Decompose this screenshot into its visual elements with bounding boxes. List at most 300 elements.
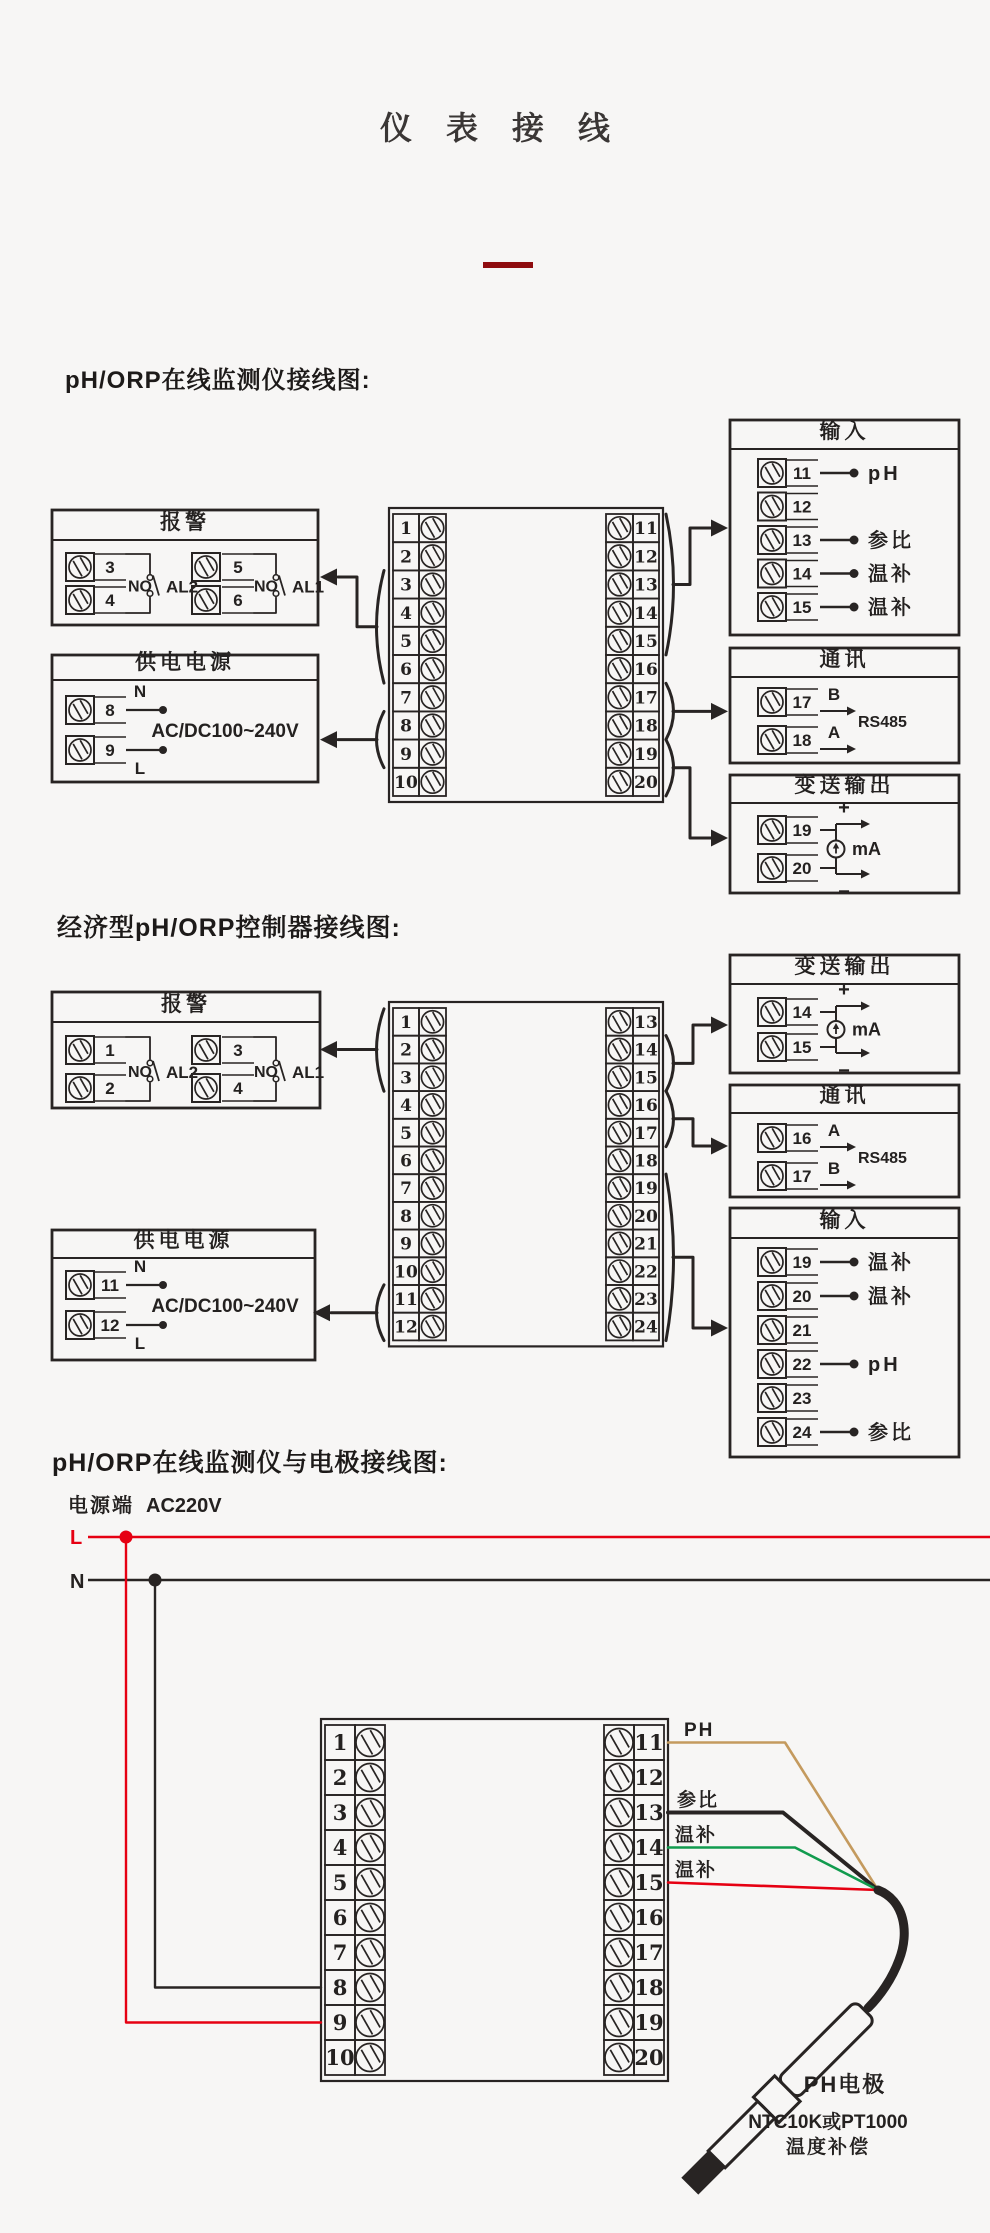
screw-slot <box>73 1044 82 1059</box>
screw-circle <box>608 714 631 737</box>
terminal-number: 9 <box>105 741 115 760</box>
screw-icon <box>421 573 444 596</box>
rs485-line-label: B <box>827 685 841 704</box>
screw-icon <box>761 462 783 484</box>
terminal-number: 3 <box>105 558 115 577</box>
screw-slot <box>765 696 774 711</box>
terminal-cell <box>419 1202 446 1230</box>
screw-circle <box>608 1122 630 1144</box>
electrode-wire <box>668 1883 878 1891</box>
protocol-label: RS485 <box>858 714 907 731</box>
terminal-number: 10 <box>394 773 418 794</box>
terminal-cell <box>606 1119 633 1147</box>
screw-icon <box>421 1205 443 1227</box>
terminal-number: 19 <box>634 744 658 765</box>
terminal-number: 21 <box>792 1321 812 1340</box>
terminal-cell <box>606 542 633 570</box>
switch-lever <box>153 576 159 596</box>
screw-slot <box>613 1210 622 1226</box>
terminal-cell <box>419 1313 446 1341</box>
relay-tag: AL2 <box>166 577 199 597</box>
screw-circle <box>761 1001 783 1023</box>
terminal-screw-box <box>758 560 786 588</box>
screw-icon <box>608 1011 630 1033</box>
screw-slot <box>619 1765 629 1782</box>
terminal-cell <box>604 2040 634 2075</box>
arrowhead-right-icon <box>711 1320 728 1337</box>
arrowhead-small-icon <box>847 1143 856 1152</box>
junction-dot <box>850 569 859 578</box>
txout-box-title: 变送输出 <box>794 774 895 797</box>
terminal-screw-box <box>758 726 786 754</box>
terminal-cell <box>419 740 446 768</box>
terminal-screw-box <box>66 586 94 614</box>
relay-tag: AL2 <box>166 1063 199 1082</box>
terminal-cell <box>419 768 446 796</box>
junction-dot <box>850 536 859 545</box>
probe-cable <box>868 1890 904 2008</box>
terminal-cell <box>604 1725 634 1760</box>
screw-icon <box>761 563 783 585</box>
electrode-note1: NTC10K或PT1000 <box>748 2112 908 2133</box>
terminal-number: 14 <box>634 1835 664 1861</box>
screw-circle <box>421 686 444 709</box>
screw-slot <box>765 1170 774 1185</box>
screw-icon <box>421 630 444 653</box>
txout-box-title: 变送输出 <box>794 955 895 978</box>
terminal-number: 17 <box>634 688 658 709</box>
terminal-number: 11 <box>394 1289 418 1310</box>
screw-icon <box>761 857 783 879</box>
terminal-screw-box <box>758 459 786 487</box>
screw-slot <box>426 1127 435 1143</box>
screw-icon <box>195 556 217 578</box>
screw-circle <box>421 545 444 568</box>
connector-line <box>126 1083 150 1101</box>
screw-icon <box>608 658 631 681</box>
screw-slot <box>370 1730 380 1747</box>
screw-icon <box>761 1127 783 1149</box>
terminal-number: 6 <box>400 1151 412 1172</box>
screw-icon <box>421 1066 443 1088</box>
terminal-screw-box <box>66 1311 94 1339</box>
terminal-cell <box>419 683 446 711</box>
terminal-number: 11 <box>634 1730 664 1756</box>
terminal-number: 4 <box>400 1096 412 1117</box>
screw-slot <box>619 1905 629 1922</box>
screw-slot <box>613 606 622 622</box>
terminal-cell <box>604 1760 634 1795</box>
screw-circle <box>195 1077 217 1099</box>
terminal-screw-box <box>758 816 786 844</box>
screw-slot <box>426 1320 435 1336</box>
screw-slot <box>613 1154 622 1170</box>
connector-line <box>254 1083 276 1101</box>
screw-circle <box>605 1869 633 1897</box>
input-box <box>730 420 959 635</box>
screw-icon <box>608 1232 630 1254</box>
relay-no-label: NO <box>128 1064 152 1081</box>
screw-circle <box>356 1869 384 1897</box>
screw-slot <box>610 2015 621 2035</box>
terminal-screw-box <box>758 1384 786 1412</box>
screw-circle <box>605 1939 633 1967</box>
terminal-screw-box <box>758 1418 786 1446</box>
screw-circle <box>608 1177 630 1199</box>
screw-icon <box>761 1353 783 1375</box>
screw-icon <box>608 771 631 794</box>
screw-circle <box>608 1260 630 1282</box>
rs485-line-label: A <box>827 723 841 742</box>
terminal-cell <box>419 1230 446 1258</box>
terminal-screw-box <box>758 998 786 1026</box>
screw-slot <box>426 1182 435 1198</box>
connector-line <box>126 554 150 574</box>
terminal-screw-box <box>758 593 786 621</box>
terminal-cell <box>606 627 633 655</box>
junction-dot <box>159 706 167 714</box>
connector-line <box>673 1119 712 1146</box>
screw-circle <box>421 1177 443 1199</box>
screw-icon <box>608 1094 630 1116</box>
screw-slot <box>619 2010 629 2027</box>
screw-slot <box>765 1132 774 1147</box>
screw-slot <box>426 719 435 735</box>
terminal-number: 12 <box>634 547 658 568</box>
signal-label: 温补 <box>868 1286 914 1308</box>
screw-circle <box>605 2009 633 2037</box>
screw-circle <box>608 545 631 568</box>
screw-slot <box>73 744 82 759</box>
terminal-number: 16 <box>634 660 658 681</box>
terminal-screw-box <box>66 1271 94 1299</box>
screw-slot <box>361 1980 372 2000</box>
screw-circle <box>69 1039 91 1061</box>
wire-tag: N <box>133 682 147 701</box>
terminal-number: 3 <box>400 575 412 596</box>
terminal-cell <box>355 2005 385 2040</box>
screw-slot <box>426 1293 435 1309</box>
screw-slot <box>613 1127 622 1143</box>
screw-slot <box>613 1071 622 1087</box>
polarity-plus: + <box>838 797 850 819</box>
screw-icon <box>69 1039 91 1061</box>
terminal-number: 12 <box>792 497 812 517</box>
polarity-plus: + <box>838 979 850 1001</box>
terminal-number: 7 <box>332 1940 348 1966</box>
terminal-number: 3 <box>233 1041 243 1060</box>
screw-circle <box>608 771 631 794</box>
screw-slot <box>361 1910 372 1930</box>
screw-slot <box>370 1940 380 1957</box>
screw-icon <box>608 1149 630 1171</box>
screw-circle <box>356 2044 384 2072</box>
screw-circle <box>421 517 444 540</box>
terminal-number: 17 <box>634 1123 658 1144</box>
screw-circle <box>608 1149 630 1171</box>
terminal-number: 12 <box>634 1765 664 1791</box>
screw-slot <box>613 550 622 566</box>
screw-slot <box>619 1730 629 1747</box>
screw-circle <box>605 1764 633 1792</box>
screw-icon <box>69 699 91 721</box>
junction-dot <box>159 1321 167 1329</box>
screw-circle <box>421 601 444 624</box>
terminal-number: 16 <box>792 1129 812 1148</box>
screw-icon <box>69 556 91 578</box>
screw-icon <box>356 1764 384 1792</box>
screw-icon <box>608 742 631 765</box>
terminal-screw-box <box>758 1350 786 1378</box>
screw-icon <box>605 2044 633 2072</box>
screw-icon <box>421 686 444 709</box>
screw-icon <box>761 1285 783 1307</box>
screw-slot <box>426 1043 435 1059</box>
screw-icon <box>421 714 444 737</box>
screw-slot <box>619 1800 629 1817</box>
terminal-number: 22 <box>634 1262 658 1283</box>
screw-slot <box>619 1870 629 1887</box>
terminal-cell <box>355 1830 385 1865</box>
screw-slot <box>765 534 774 549</box>
terminal-cell <box>606 599 633 627</box>
screw-circle <box>608 686 631 709</box>
screw-slot <box>765 1392 774 1407</box>
terminal-number: 14 <box>634 603 658 624</box>
screw-icon <box>421 1122 443 1144</box>
terminal-screw-box <box>66 1036 94 1064</box>
screw-icon <box>605 1904 633 1932</box>
terminal-cell <box>355 1795 385 1830</box>
switch-lever <box>279 1061 285 1081</box>
terminal-cell <box>419 1147 446 1175</box>
terminal-cell <box>604 2005 634 2040</box>
screw-circle <box>761 1251 783 1273</box>
screw-circle <box>356 1904 384 1932</box>
junction-dot <box>850 469 859 478</box>
terminal-number: 20 <box>792 859 812 878</box>
screw-icon <box>421 1011 443 1033</box>
power-terminal-label: 电源端 <box>68 1495 134 1517</box>
screw-circle <box>608 1066 630 1088</box>
screw-circle <box>421 1094 443 1116</box>
connector-line <box>126 1037 150 1059</box>
terminal-number: 19 <box>634 1179 658 1200</box>
terminal-number: 5 <box>400 632 412 653</box>
terminal-cell <box>606 1285 633 1313</box>
screw-slot <box>765 1290 774 1305</box>
screw-circle <box>421 714 444 737</box>
screw-circle <box>608 658 631 681</box>
terminal-cell <box>419 1036 446 1064</box>
screw-icon <box>605 2009 633 2037</box>
screw-icon <box>421 658 444 681</box>
screw-icon <box>69 589 91 611</box>
screw-circle <box>356 1799 384 1827</box>
screw-slot <box>426 606 435 622</box>
screw-slot <box>370 2045 380 2062</box>
terminal-screw-box <box>758 1033 786 1061</box>
arrowhead-left-icon <box>320 731 337 748</box>
terminal-cell <box>606 1202 633 1230</box>
terminal-number: 1 <box>332 1730 348 1756</box>
terminal-number: 11 <box>101 1276 119 1295</box>
screw-circle <box>356 1729 384 1757</box>
screw-circle <box>421 630 444 653</box>
screw-circle <box>421 742 444 765</box>
arrowhead-small-icon <box>861 1049 870 1058</box>
terminal-cell <box>606 1091 633 1119</box>
terminal-number: 18 <box>634 716 658 737</box>
screw-circle <box>605 2044 633 2072</box>
terminal-number: 20 <box>792 1287 812 1306</box>
screw-icon <box>761 1319 783 1341</box>
terminal-cell <box>355 2040 385 2075</box>
terminal-number: 16 <box>634 1905 664 1931</box>
terminal-number: 6 <box>332 1905 348 1931</box>
screw-slot <box>765 734 774 749</box>
screw-circle <box>421 1011 443 1033</box>
screw-circle <box>608 630 631 653</box>
terminal-number: 15 <box>634 632 658 653</box>
connector-line <box>338 577 377 627</box>
screw-slot <box>765 1324 774 1339</box>
terminal-cell <box>355 1900 385 1935</box>
screw-icon <box>761 691 783 713</box>
terminal-number: 6 <box>233 591 243 610</box>
input-box-title: 输入 <box>819 1209 870 1232</box>
screw-circle <box>608 573 631 596</box>
screw-icon <box>761 496 783 518</box>
connector-line <box>673 768 712 838</box>
screw-icon <box>605 1974 633 2002</box>
screw-slot <box>610 1770 621 1790</box>
screw-slot <box>613 776 622 792</box>
screw-circle <box>761 729 783 751</box>
signal-label: pH <box>868 1354 901 1376</box>
terminal-cell <box>604 1900 634 1935</box>
screw-slot <box>765 500 774 515</box>
screw-slot <box>613 1043 622 1059</box>
terminal-number: 14 <box>792 564 812 584</box>
line-N-label: N <box>70 1571 85 1593</box>
screw-slot <box>765 824 774 839</box>
terminal-number: 17 <box>634 1940 664 1966</box>
terminal-number: 9 <box>332 2010 348 2036</box>
screw-slot <box>370 2010 380 2027</box>
terminal-number: 5 <box>332 1870 348 1896</box>
terminal-number: 5 <box>400 1123 412 1144</box>
screw-slot <box>610 1840 621 1860</box>
terminal-number: 1 <box>105 1041 115 1060</box>
screw-icon <box>69 1314 91 1336</box>
screw-slot <box>613 691 622 707</box>
power-box <box>52 655 318 782</box>
screw-circle <box>761 1285 783 1307</box>
terminal-number: 3 <box>400 1068 412 1089</box>
terminal-number: 24 <box>634 1317 658 1338</box>
screw-circle <box>69 1274 91 1296</box>
screw-slot <box>613 522 622 538</box>
terminal-cell <box>419 1063 446 1091</box>
screw-circle <box>421 573 444 596</box>
terminal-cell <box>604 1865 634 1900</box>
terminal-number: 4 <box>105 591 115 610</box>
screw-slot <box>426 1071 435 1087</box>
arrowhead-left-icon <box>320 1041 337 1058</box>
arrowhead-small-icon <box>861 1002 870 1011</box>
screw-icon <box>761 729 783 751</box>
screw-circle <box>69 1077 91 1099</box>
terminal-number: 14 <box>792 1003 812 1022</box>
screw-icon <box>605 1939 633 1967</box>
signal-label: 温补 <box>868 1252 914 1274</box>
terminal-cell <box>606 514 633 542</box>
screw-circle <box>195 556 217 578</box>
screw-circle <box>356 1834 384 1862</box>
screw-circle <box>608 601 631 624</box>
terminal-number: 20 <box>634 1206 658 1227</box>
terminal-cell <box>606 1147 633 1175</box>
comm-box-title: 通讯 <box>819 648 870 671</box>
terminal-number: 17 <box>792 693 812 712</box>
screw-slot <box>426 578 435 594</box>
terminal-number: 9 <box>400 744 412 765</box>
screw-circle <box>421 1205 443 1227</box>
terminal-number: 15 <box>634 1068 658 1089</box>
terminal-cell <box>604 1795 634 1830</box>
alarm-box-title: 报警 <box>160 511 210 534</box>
screw-slot <box>619 1975 629 1992</box>
screw-icon <box>761 596 783 618</box>
screw-icon <box>605 1764 633 1792</box>
connector-line <box>254 554 276 574</box>
terminal-number: 14 <box>634 1040 658 1061</box>
terminal-number: 2 <box>332 1765 348 1791</box>
voltage-label: AC/DC100~240V <box>151 721 299 742</box>
screw-slot <box>426 522 435 538</box>
terminal-cell <box>355 1865 385 1900</box>
terminal-number: 15 <box>634 1870 664 1896</box>
screw-circle <box>761 691 783 713</box>
screw-icon <box>421 1149 443 1171</box>
signal-label: 参比 <box>868 530 914 552</box>
section3-heading: pH/ORP在线监测仪与电极接线图: <box>52 1449 448 1477</box>
screw-icon <box>608 601 631 624</box>
screw-icon <box>608 686 631 709</box>
terminal-number: 15 <box>792 1038 812 1057</box>
terminal-number: 16 <box>634 1096 658 1117</box>
screw-circle <box>421 1122 443 1144</box>
screw-circle <box>421 1260 443 1282</box>
terminal-number: 7 <box>400 688 412 709</box>
arrowhead-right-icon <box>711 703 728 720</box>
electrode-wire-label: 温补 <box>675 1860 718 1881</box>
screw-icon <box>421 1094 443 1116</box>
screw-icon <box>356 1834 384 1862</box>
arrowhead-right-icon <box>711 1138 728 1155</box>
screw-slot <box>765 601 774 616</box>
screw-icon <box>356 2044 384 2072</box>
screw-icon <box>195 589 217 611</box>
terminal-number: 19 <box>792 1253 812 1272</box>
terminal-number: 21 <box>634 1234 658 1255</box>
screw-circle <box>608 1094 630 1116</box>
relay-no-label: NO <box>128 578 152 596</box>
screw-circle <box>761 462 783 484</box>
screw-icon <box>605 1729 633 1757</box>
terminal-screw-box <box>758 493 786 521</box>
